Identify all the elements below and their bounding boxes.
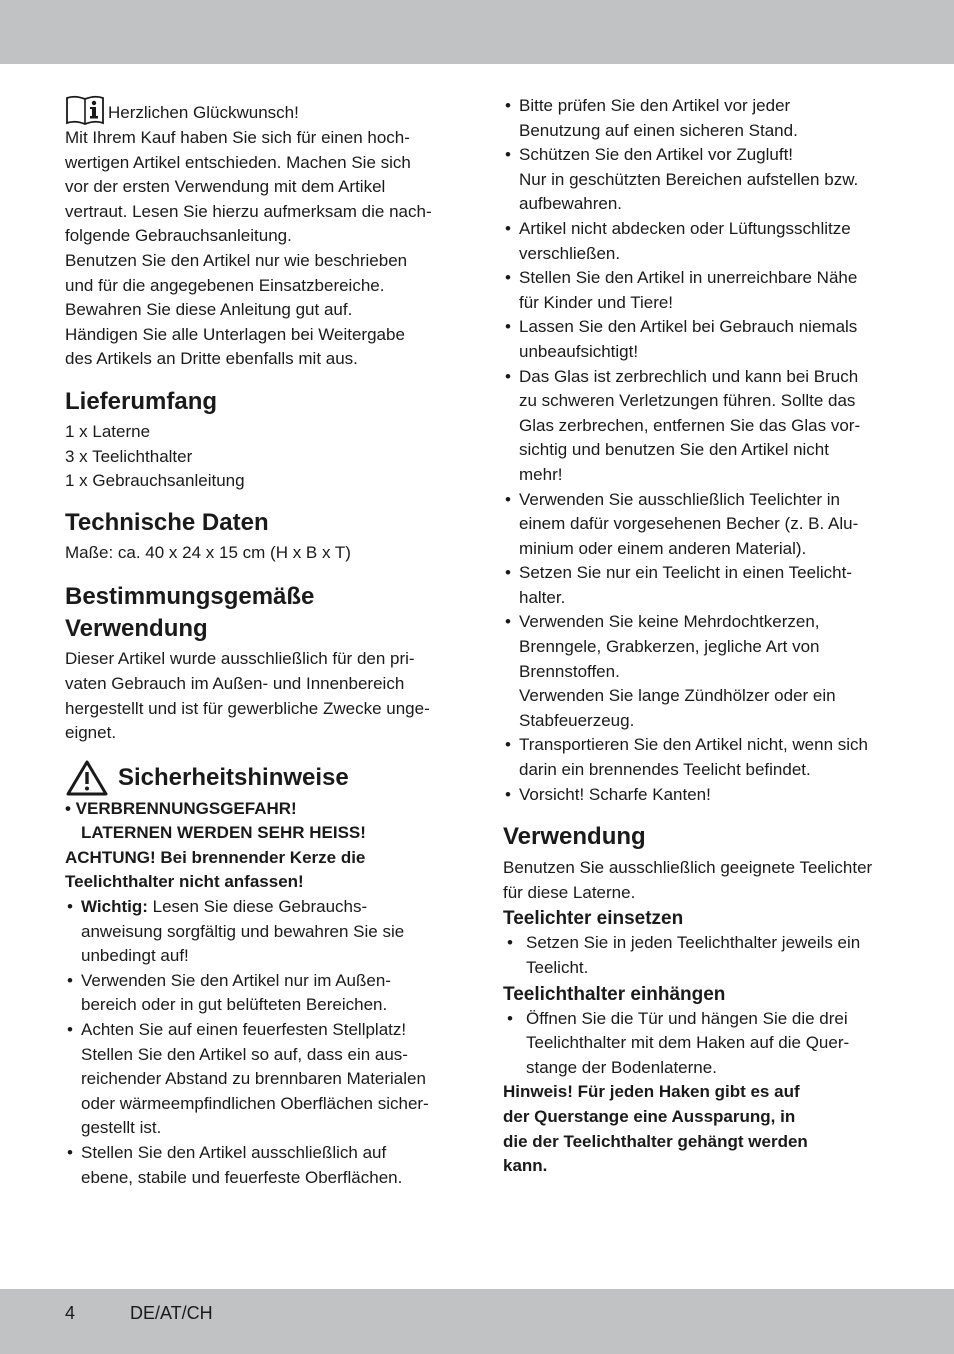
intro-line: des Artikels an Dritte ebenfalls mit aus. bbox=[65, 349, 358, 369]
item-text: Bitte prüfen Sie den Artikel vor jeder bbox=[519, 96, 791, 115]
hinweis-note bbox=[503, 1080, 893, 1178]
item-text: Benutzung auf einen sicheren Stand. bbox=[519, 120, 798, 140]
item-text: zu schweren Verletzungen führen. Sollte das bbox=[519, 391, 856, 411]
list-item bbox=[65, 969, 457, 1018]
list-item bbox=[503, 488, 893, 562]
bestimmung-line: Dieser Artikel wurde ausschließlich für den pri- bbox=[65, 649, 415, 669]
item-text: unbedingt auf! bbox=[81, 946, 189, 966]
item-text: reichender Abstand zu brennbaren Materialen bbox=[81, 1069, 426, 1089]
item-text: minium oder einem anderen Material). bbox=[519, 538, 807, 558]
item-text: sichtig und benutzen Sie den Artikel nicht bbox=[519, 440, 829, 460]
hinweis-line: Hinweis! Für jeden Haken gibt es auf bbox=[503, 1082, 800, 1102]
technische-daten-heading: Technische Daten bbox=[65, 508, 269, 536]
bestimmung-heading-line1: Bestimmungsgemäße bbox=[65, 583, 315, 611]
item-text: bereich oder in gut belüfteten Bereichen. bbox=[81, 995, 388, 1015]
item-text: Öffnen Sie die Tür und hängen Sie die drei bbox=[526, 1008, 848, 1028]
teelichter-einsetzen-list bbox=[503, 931, 893, 980]
item-text: Lassen Sie den Artikel bei Gebrauch niemals bbox=[519, 317, 858, 337]
item-text: Stellen Sie den Artikel in unerreichbare Nähe bbox=[519, 268, 858, 288]
item-text: Achten Sie auf einen feuerfesten Stellplatz! bbox=[81, 1020, 407, 1040]
verwendung-intro bbox=[503, 856, 893, 905]
warning-triangle-icon bbox=[65, 759, 109, 797]
item-text: einem dafür vorgesehenen Becher (z. B. Alu- bbox=[519, 514, 859, 534]
item-text: oder wärmeempfindlichen Oberflächen sicher- bbox=[81, 1093, 429, 1113]
intro-line: Mit Ihrem Kauf haben Sie sich für einen hoch- bbox=[65, 128, 410, 147]
bestimmung-line: eignet. bbox=[65, 723, 117, 743]
list-item: 3 x Teelichthalter bbox=[65, 446, 193, 466]
list-item: 1 x Laterne bbox=[65, 421, 151, 441]
item-text: mehr! bbox=[519, 464, 563, 484]
item-text: Das Glas ist zerbrechlich und kann bei Bruch bbox=[519, 366, 859, 386]
list-item bbox=[503, 931, 893, 980]
warning-line: Teelichthalter nicht anfassen! bbox=[65, 872, 304, 892]
left-column bbox=[65, 94, 457, 1190]
burn-warning bbox=[65, 797, 457, 895]
intro-line: vertraut. Lesen Sie hierzu aufmerksam die nach- bbox=[65, 201, 432, 221]
item-text: Schützen Sie den Artikel vor Zugluft! bbox=[519, 145, 794, 165]
teelichthalter-einhaengen-list bbox=[503, 1007, 893, 1081]
bestimmung-text bbox=[65, 647, 457, 745]
item-text: Verwenden Sie ausschließlich Teelichter in bbox=[519, 489, 840, 509]
intro-line: wertigen Artikel entschieden. Machen Sie sich bbox=[65, 152, 411, 172]
warning-line: ACHTUNG! Bei brennender Kerze die bbox=[65, 847, 366, 867]
wichtig-label: Wichtig: bbox=[81, 897, 148, 917]
intro-line: Bewahren Sie diese Anleitung gut auf. bbox=[65, 300, 353, 320]
verwendung-line: für diese Laterne. bbox=[503, 882, 636, 902]
list-item bbox=[503, 365, 893, 488]
item-text: Vorsicht! Scharfe Kanten! bbox=[519, 784, 711, 804]
intro-heading: Herzlichen Glückwunsch! bbox=[108, 103, 299, 123]
intro-line: Benutzen Sie den Artikel nur wie beschrieben bbox=[65, 250, 408, 270]
sicherheit-heading: Sicherheitshinweise bbox=[118, 763, 349, 791]
item-text: Brenngele, Grabkerzen, jegliche Art von bbox=[519, 637, 820, 657]
item-text: Teelicht. bbox=[526, 958, 589, 977]
intro-heading-line bbox=[65, 94, 457, 126]
manual-info-icon bbox=[65, 94, 105, 126]
header-band bbox=[0, 0, 954, 64]
list-item bbox=[503, 315, 893, 364]
item-text: halter. bbox=[519, 587, 566, 607]
item-text: stange der Bodenlaterne. bbox=[526, 1057, 717, 1077]
list-item bbox=[503, 94, 893, 143]
intro-text bbox=[65, 126, 457, 372]
list-item bbox=[503, 217, 893, 266]
technische-daten-text: Maße: ca. 40 x 24 x 15 cm (H x B x T) bbox=[65, 542, 351, 562]
lieferumfang-list bbox=[65, 420, 457, 494]
warning-line: • VERBRENNUNGSGEFAHR! bbox=[65, 798, 297, 818]
intro-line: Händigen Sie alle Unterlagen bei Weitergabe bbox=[65, 324, 405, 344]
sicherheit-heading-line bbox=[65, 759, 457, 797]
item-text: Stabfeuerzeug. bbox=[519, 710, 635, 730]
item-text: unbeaufsichtigt! bbox=[519, 341, 639, 361]
list-item bbox=[503, 733, 893, 782]
item-text: Artikel nicht abdecken oder Lüftungsschlitze bbox=[519, 218, 851, 238]
list-item: 1 x Gebrauchsanleitung bbox=[65, 471, 245, 491]
verwendung-line: Benutzen Sie ausschließlich geeignete Teelichter bbox=[503, 858, 873, 878]
item-text: Teelichthalter mit dem Haken auf die Quer- bbox=[526, 1033, 850, 1053]
item-text: verschließen. bbox=[519, 243, 621, 263]
safety-list-left bbox=[65, 895, 457, 1190]
bestimmung-line: vaten Gebrauch im Außen- und Innenbereich bbox=[65, 673, 405, 693]
list-item bbox=[65, 895, 457, 969]
intro-line: und für die angegebenen Einsatzbereiche. bbox=[65, 275, 385, 295]
page-number: 4 bbox=[65, 1303, 76, 1323]
verwendung-heading: Verwendung bbox=[503, 823, 646, 851]
item-text: für Kinder und Tiere! bbox=[519, 292, 674, 312]
hinweis-line: kann. bbox=[503, 1156, 548, 1176]
item-text: Verwenden Sie den Artikel nur im Außen- bbox=[81, 970, 391, 990]
item-text: ebene, stabile und feuerfeste Oberflächen. bbox=[81, 1167, 403, 1187]
language-code: DE/AT/CH bbox=[130, 1303, 213, 1323]
item-text: darin ein brennendes Teelicht befindet. bbox=[519, 760, 811, 780]
list-item bbox=[503, 1007, 893, 1081]
teelichthalter-einhaengen-heading: Teelichthalter einhängen bbox=[503, 983, 726, 1005]
item-text: Verwenden Sie lange Zündhölzer oder ein bbox=[519, 686, 836, 706]
list-item bbox=[65, 1141, 457, 1190]
list-item bbox=[65, 1018, 457, 1141]
warning-line: LATERNEN WERDEN SEHR HEISS! bbox=[81, 823, 366, 843]
list-item bbox=[503, 561, 893, 610]
item-text: Brennstoffen. bbox=[519, 661, 620, 681]
item-text: aufbewahren. bbox=[519, 194, 623, 214]
item-text: anweisung sorgfältig und bewahren Sie sie bbox=[81, 921, 405, 941]
list-item bbox=[503, 610, 893, 733]
item-text: Setzen Sie nur ein Teelicht in einen Teelicht- bbox=[519, 563, 852, 583]
intro-line: vor der ersten Verwendung mit dem Artikel bbox=[65, 177, 386, 197]
item-text: Verwenden Sie keine Mehrdochtkerzen, bbox=[519, 612, 820, 632]
intro-line: folgende Gebrauchsanleitung. bbox=[65, 226, 292, 246]
hinweis-line: der Querstange eine Aussparung, in bbox=[503, 1106, 796, 1126]
item-text: gestellt ist. bbox=[81, 1118, 162, 1138]
item-text: Stellen Sie den Artikel so auf, dass ein aus- bbox=[81, 1044, 408, 1064]
list-item bbox=[503, 143, 893, 217]
item-text: Setzen Sie in jeden Teelichthalter jeweils ein bbox=[526, 933, 861, 953]
safety-list-right bbox=[503, 94, 893, 807]
item-text: Glas zerbrechen, entfernen Sie das Glas vor- bbox=[519, 415, 861, 435]
bestimmung-line: hergestellt und ist für gewerbliche Zwecke unge- bbox=[65, 698, 430, 718]
item-text: Lesen Sie diese Gebrauchs- bbox=[152, 897, 368, 917]
list-item bbox=[503, 266, 893, 315]
list-item bbox=[503, 783, 893, 808]
bestimmung-heading-line2: Verwendung bbox=[65, 615, 208, 643]
right-column bbox=[503, 94, 893, 1179]
hinweis-line: die der Teelichthalter gehängt werden bbox=[503, 1131, 808, 1151]
item-text: Transportieren Sie den Artikel nicht, wenn sich bbox=[519, 735, 868, 755]
item-text: Stellen Sie den Artikel ausschließlich auf bbox=[81, 1143, 387, 1162]
lieferumfang-heading: Lieferumfang bbox=[65, 387, 218, 415]
teelichter-einsetzen-heading: Teelichter einsetzen bbox=[503, 908, 684, 930]
item-text: Nur in geschützten Bereichen aufstellen bzw. bbox=[519, 169, 859, 189]
